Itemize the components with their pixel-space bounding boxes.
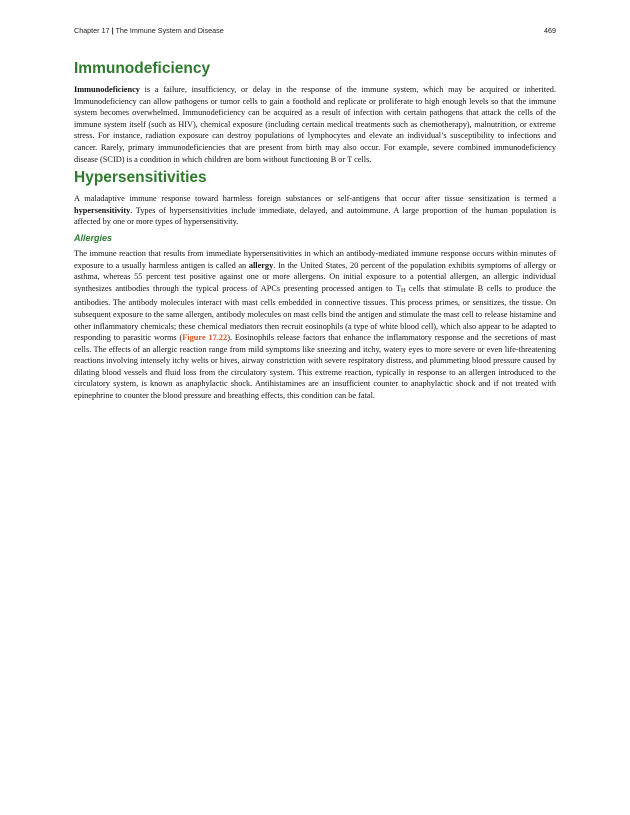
- term-hypersensitivity: hypersensitivity: [74, 205, 131, 215]
- term-allergy: allergy: [248, 260, 274, 270]
- subscript-h: H: [401, 287, 406, 294]
- paragraph-text: The immune reaction that results from immediate hypersensitivities in which an antibody-mediated immune response occurs within minutes of exposure to a usually harmless antigen is called an: [74, 248, 556, 270]
- paragraph-allergies: [74, 248, 556, 402]
- paragraph-immunodeficiency: [74, 84, 556, 165]
- term-immunodeficiency: Immunodeficiency: [74, 85, 140, 94]
- paragraph-text: . In the United States, 20 percent of the population exhibits symptoms of allergy or asthma, whereas 55 percent test positive against one or more allergens. On initial exposure to a potential allergen, an allergic individual synthesizes antibodies through the typical process of APCs presenting processed antigen to T: [74, 260, 556, 293]
- heading-allergies: Allergies: [74, 232, 113, 243]
- paragraph-text: ). Eosinophils release factors that enhance the inflammatory response and the secretions of mast cells. The effects of an allergic reaction range from mild symptoms like sneezing and itchy, watery eyes to more severe or even life-threatening reactions involving intensely itchy welts or hives, airway constriction with severe respiratory distress, and plummeting blood pressure caused by dilating blood vessels and fluid loss from the circulatory system. This extreme reaction, typically in response to an allergen introduced to the circulatory system, is known as anaphylactic shock. Antihistamines are an insufficient counter to anaphylactic shock and if not treated with epinephrine to counter the blood pressure and breathing effects, this condition can be fatal.: [74, 333, 557, 401]
- paragraph-text: A maladaptive immune response toward harmless foreign substances or self-antigens that occur after tissue sensitization is termed a: [74, 194, 556, 204]
- header-separator: |: [111, 26, 114, 35]
- chapter-title: The Immune System and Disease: [113, 26, 224, 35]
- paragraph-text: . Types of hypersensitivities include immediate, delayed, and autoimmune. A large proportion of the human population is affected by one or more types of hypersensitivity.: [74, 205, 556, 227]
- heading-immunodeficiency: Immunodeficiency: [74, 60, 211, 77]
- figure-link[interactable]: Figure 17.22: [182, 333, 228, 343]
- paragraph-text: is a failure, insufficiency, or delay in the response of the immune system, which may be acquired or inherited. Immunodeficiency can allow pathogens or tumor cells to gain a foothold and replicate or proliferate to high enough levels so that the immune system becomes overwhelmed. Immunodeficiency can be acquired as a result of infection with certain pathogens that attack the cells of the immune system itself (such as HIV), chemical exposure (including certain medical treatments such as chemotherapy), malnutrition, or extreme stress. For instance, radiation exposure can destroy populations of lymphocytes and elevate an individual’s susceptibility to infections and cancer. Rarely, primary immunodeficiencies that are present from birth may also occur. For example, severe combined immunodeficiency disease (SCID) is a condition in which children are born without functioning B or T cells.: [74, 85, 556, 164]
- page-number: 469: [544, 26, 556, 35]
- heading-hypersensitivities: Hypersensitivities: [74, 169, 207, 187]
- paragraph-hypersensitivities: [74, 193, 556, 228]
- main-content: [74, 58, 556, 402]
- chapter-number: Chapter 17: [74, 26, 112, 35]
- paragraph-text: cells that stimulate B cells to produce the antibodies. The antibody molecules interact with mast cells embedded in connective tissues. This process primes, or sensitizes, the tissue. On subsequent exposure to the same allergen, antibody molecules on mast cells bind the antigen and stimulate the mast cell to release histamine and other inflammatory chemicals; these chemical mediators then recruit eosinophils (a type of white blood cell), which also appear to be adapted to responding to parasitic worms (: [74, 283, 556, 343]
- chapter-label: [74, 26, 224, 35]
- running-header: [74, 26, 556, 38]
